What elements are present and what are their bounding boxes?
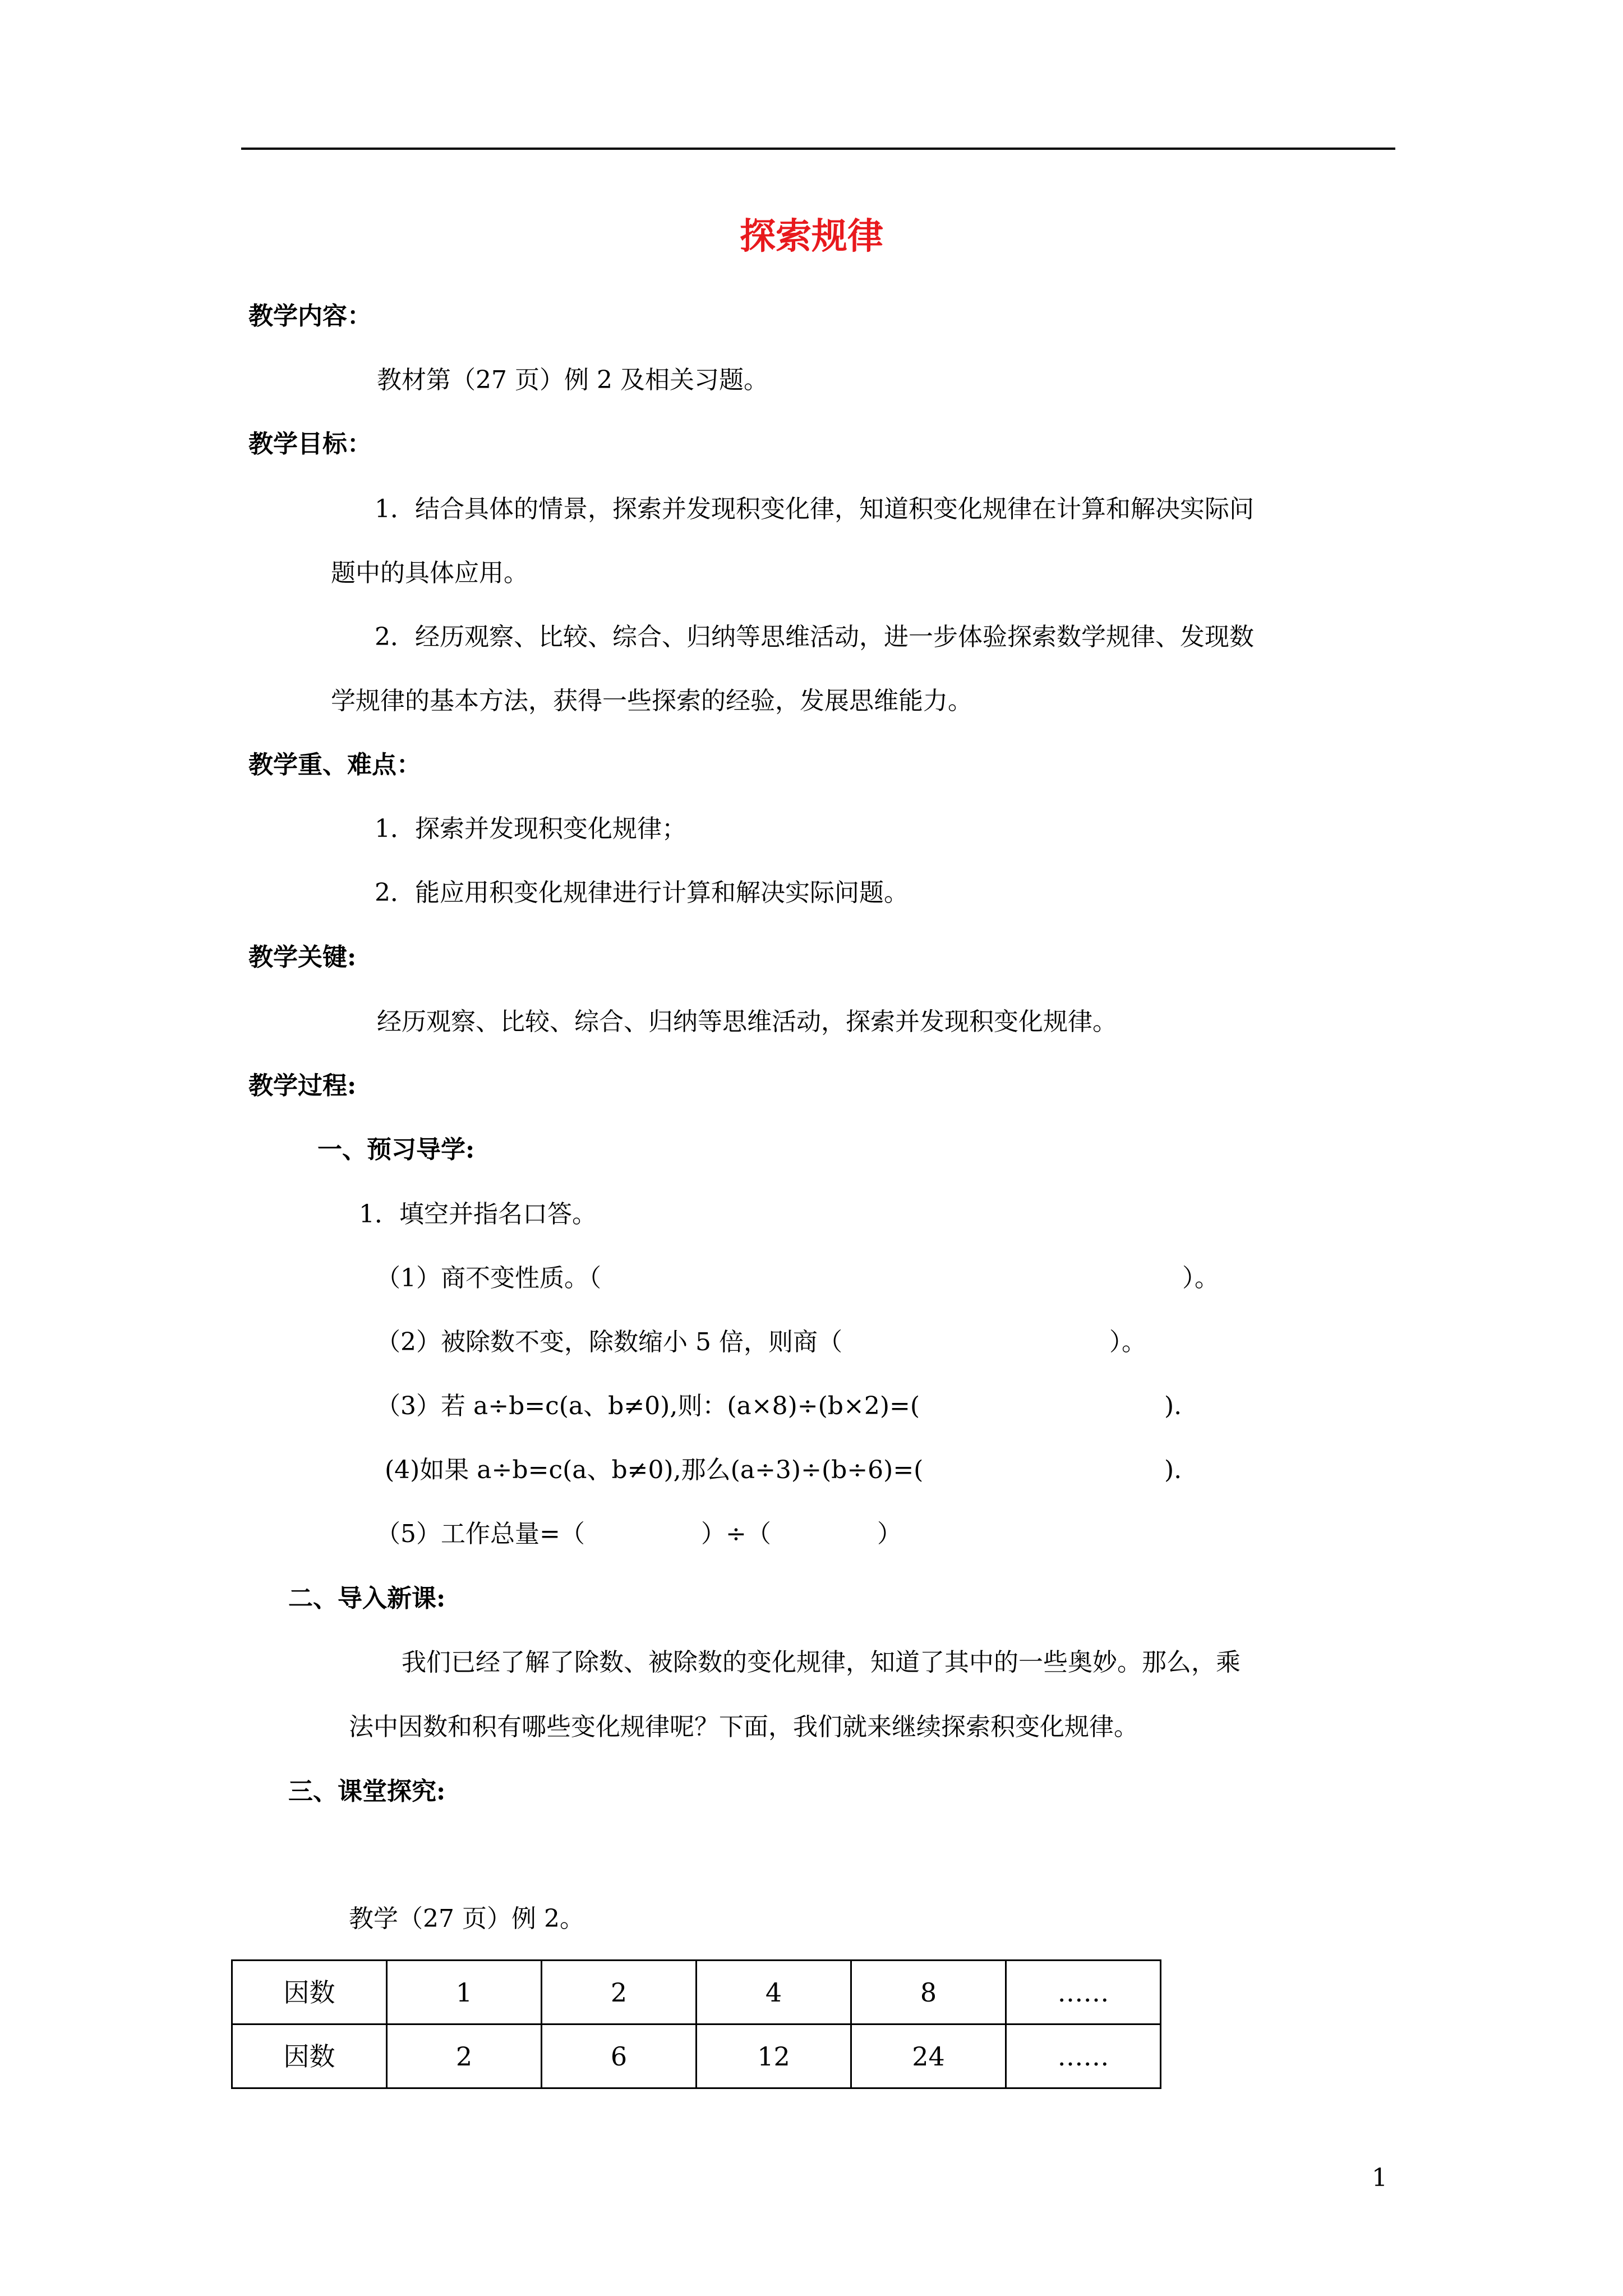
table-cell: …… (1006, 2024, 1161, 2088)
table-cell: 24 (851, 2024, 1006, 2088)
document-title: 探索规律 (740, 215, 883, 257)
table-cell: 4 (697, 1961, 851, 2024)
process-heading: 教学过程: (248, 1071, 357, 1100)
goal-2-line-2: 学规律的基本方法，获得一些探索的经验，发展思维能力。 (331, 687, 972, 715)
intro-line-2: 法中因数和积有哪些变化规律呢？下面，我们就来继续探索积变化规律。 (349, 1713, 1138, 1741)
table-cell: 因数 (232, 1961, 387, 2024)
question-5-start: （5）工作总量=（ (376, 1520, 585, 1548)
question-5-middle: ）÷（ (701, 1520, 771, 1548)
table-row (232, 1961, 1161, 2024)
question-3-end: ). (1164, 1392, 1182, 1420)
question-4-start: (4)如果 a÷b=c(a、b≠0),那么(a÷3)÷(b÷6)=( (385, 1456, 924, 1484)
table-row (232, 2024, 1161, 2088)
intro-line-1: 我们已经了解了除数、被除数的变化规律，知道了其中的一些奥妙。那么，乘 (402, 1648, 1241, 1677)
table-cell: …… (1006, 1961, 1161, 2024)
question-1-start: （1）商不变性质。（ (376, 1264, 601, 1292)
section-1-heading: 一、预习导学: (317, 1135, 475, 1164)
goal-1-line-1: 1．结合具体的情景，探索并发现积变化律，知道积变化规律在计算和解决实际问 (375, 495, 1254, 523)
goals-heading: 教学目标： (248, 430, 372, 458)
table-cell: 2 (542, 1961, 697, 2024)
key-heading: 教学关键: (248, 943, 357, 972)
table-cell: 2 (387, 2024, 542, 2088)
question-5-end: ） (877, 1520, 902, 1548)
section-3-heading: 三、课堂探究: (288, 1777, 446, 1806)
question-2-start: （2）被除数不变，除数缩小 5 倍，则商（ (376, 1328, 842, 1356)
table-cell: 12 (697, 2024, 851, 2088)
page-number: 1 (1372, 2164, 1387, 2192)
focus-heading: 教学重、难点： (248, 751, 421, 779)
header-rule (241, 148, 1395, 150)
table-cell: 因数 (232, 2024, 387, 2088)
example-label: 教学（27 页）例 2。 (349, 1904, 584, 1933)
focus-item-1: 1．探索并发现积变化规律； (375, 815, 686, 843)
section-2-heading: 二、导入新课: (288, 1584, 446, 1613)
question-4-end: ). (1164, 1456, 1182, 1484)
goal-2-line-1: 2．经历观察、比较、综合、归纳等思维活动，进一步体验探索数学规律、发现数 (375, 623, 1254, 651)
factor-table (231, 1959, 1161, 2089)
question-1-end: ）。 (1182, 1264, 1219, 1292)
goal-1-line-2: 题中的具体应用。 (331, 559, 528, 587)
question-2-end: ）。 (1109, 1328, 1146, 1356)
table-cell: 6 (542, 2024, 697, 2088)
table-cell: 8 (851, 1961, 1006, 2024)
key-text: 经历观察、比较、综合、归纳等思维活动，探索并发现积变化规律。 (377, 1007, 1117, 1036)
content-text: 教材第（27 页）例 2 及相关习题。 (377, 366, 768, 394)
content-heading: 教学内容： (248, 302, 372, 330)
focus-item-2: 2．能应用积变化规律进行计算和解决实际问题。 (375, 878, 909, 907)
question-intro: 1．填空并指名口答。 (359, 1200, 597, 1228)
question-3-start: （3）若 a÷b=c(a、b≠0),则：(a×8)÷(b×2)=( (376, 1392, 920, 1420)
table-cell: 1 (387, 1961, 542, 2024)
